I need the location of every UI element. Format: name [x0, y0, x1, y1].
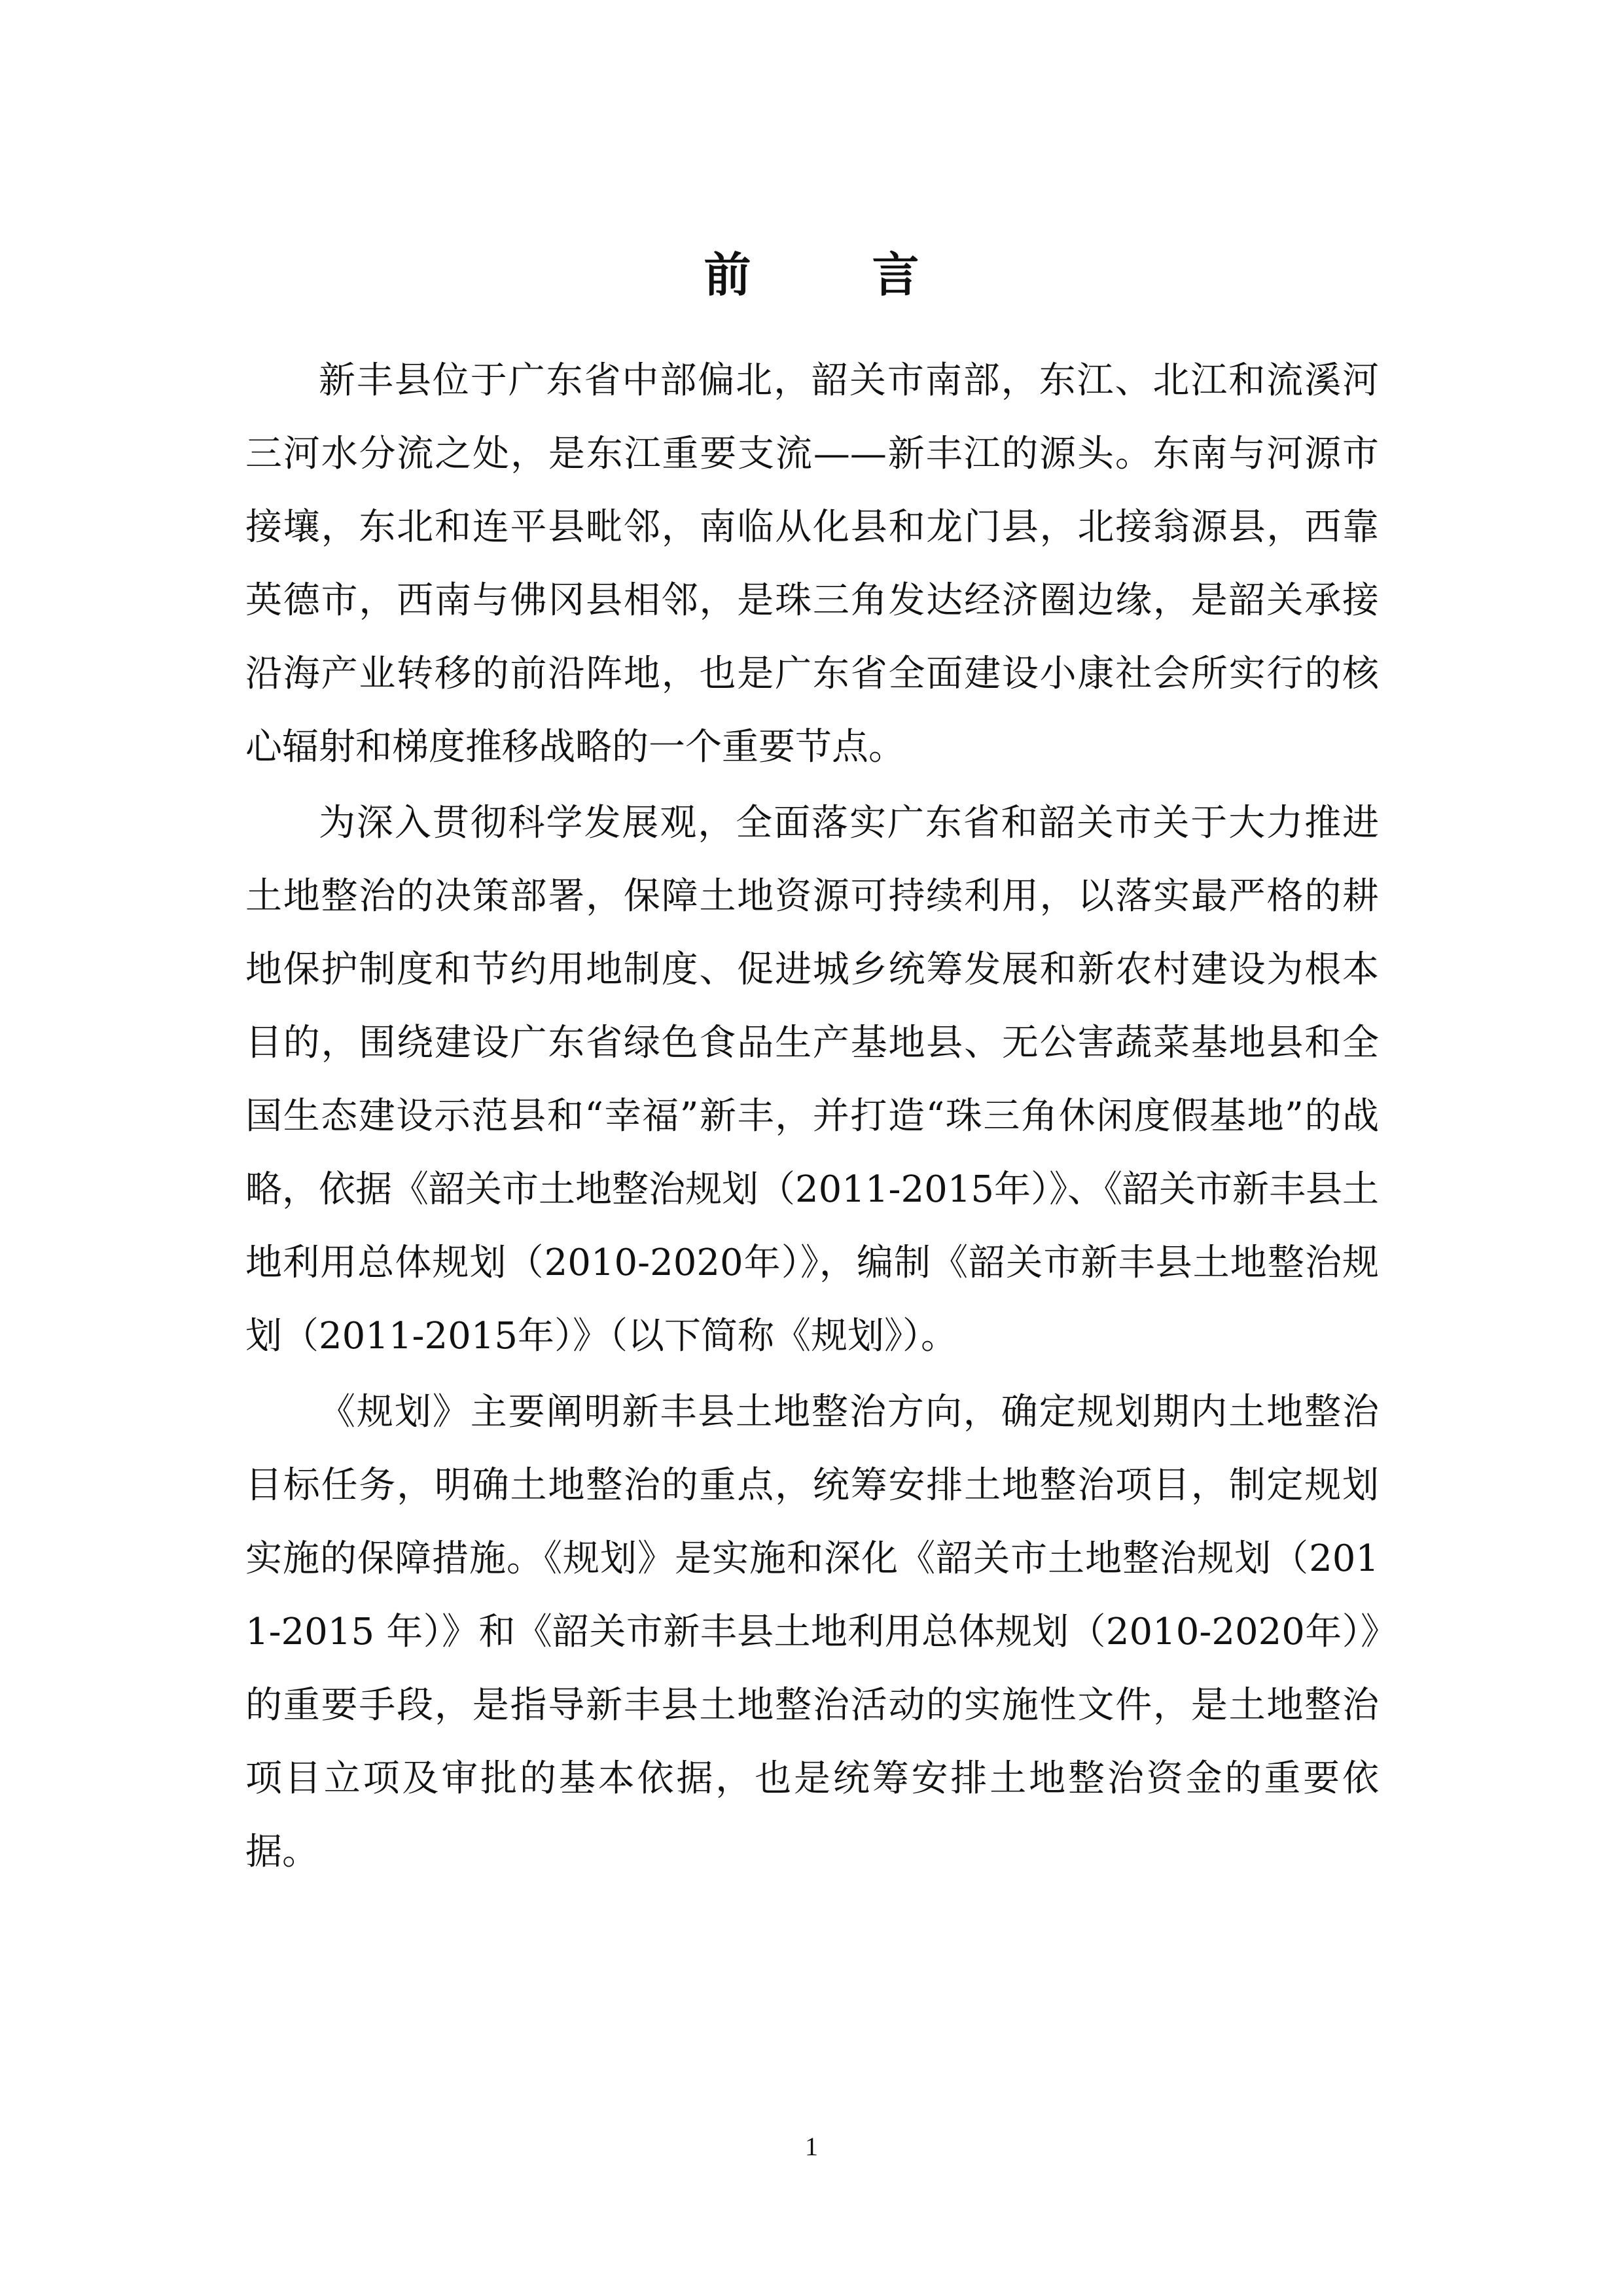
body-text — [245, 344, 1379, 1892]
paragraph-purpose: 为深入贯彻科学发展观，全面落实广东省和韶关市关于大力推进土地整治的决策部署，保障土地资源可持续利用，以落实最严格的耕地保护制度和节约用地制度、促进城乡统筹发展和新农村建设为根本目的，围绕建设广东省绿色食品生产基地县、无公害蔬菜基地县和全国生态建设示范县和“幸福”新丰，并打造“珠三角休闲度假基地”的战略，依据《韶关市土地整治规划（2011-2015年）》、《韶关市新丰县土地利用总体规划（2010-2020年）》，编制《韶关市新丰县土地整治规划（2011-2015年）》（以下简称《规划》）。 — [245, 802, 1379, 1357]
paragraph-scope: 《规划》主要阐明新丰县土地整治方向，确定规划期内土地整治目标任务，明确土地整治的重点，统筹安排土地整治项目，制定规划实施的保障措施。《规划》是实施和深化《韶关市土地整治规划（2011-2015 年）》和《韶关市新丰县土地利用总体规划（2010-2020年）》的重要手段，是指导新丰县土地整治活动的实施性文件，是土地整治项目立项及审批的基本依据，也是统筹安排土地整治资金的重要依据。 — [245, 1391, 1379, 1873]
page-title: 前 言 — [704, 247, 972, 302]
page-number: 1 — [805, 2132, 818, 2161]
paragraph-location: 新丰县位于广东省中部偏北，韶关市南部，东江、北江和流溪河三河水分流之处，是东江重要支流——新丰江的源头。东南与河源市接壤，东北和连平县毗邻，南临从化县和龙门县，北接翁源县，西靠英德市，西南与佛冈县相邻，是珠三角发达经济圈边缘，是韶关承接沿海产业转移的前沿阵地，也是广东省全面建设小康社会所实行的核心辐射和梯度推移战略的一个重要节点。 — [245, 359, 1379, 768]
